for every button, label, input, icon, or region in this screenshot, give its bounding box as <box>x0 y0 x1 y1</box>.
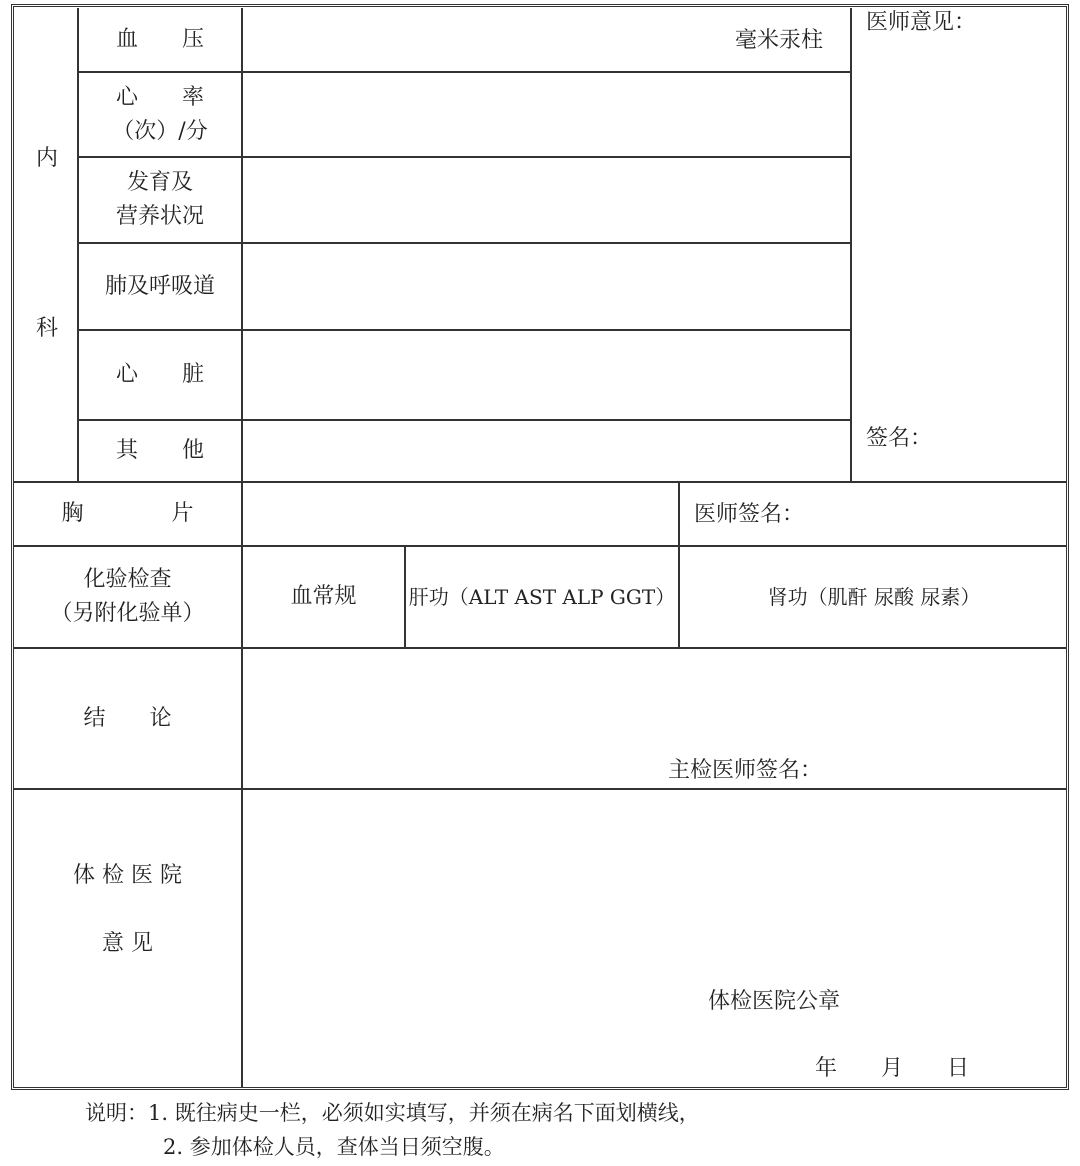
hospital-opinion-label: 体 检 医 院 意 见 <box>73 863 182 956</box>
doctor-opinion-label: 医师意见： <box>866 10 977 35</box>
note-line: 2. 参加体检人员，查体当日须空腹。 <box>163 1135 505 1159</box>
section-label: 内 <box>36 146 59 171</box>
chief-doctor-signature-label: 主检医师签名： <box>668 758 823 783</box>
conclusion-label: 结 论 <box>83 705 172 731</box>
row-label-lungs: 肺及呼吸道 <box>104 273 215 299</box>
section-label: 科 <box>36 316 59 341</box>
lab-item-liver: 肝功（ALT AST ALP GGT） <box>408 585 676 609</box>
date-label: 年 月 日 <box>815 1056 970 1081</box>
lab-item-kidney: 肾功（肌酐 尿酸 尿素） <box>767 585 981 609</box>
note-line: 说明：1. 既往病史一栏，必须如实填写，并须在病名下面划横线， <box>85 1101 700 1125</box>
row-label-development: 发育及 营养状况 <box>115 170 204 229</box>
chest-xray-label: 胸 片 <box>61 501 194 526</box>
unit-label: 毫米汞柱 <box>735 28 824 53</box>
row-label-heart-rate: 心 率 （次）/分 <box>112 84 208 144</box>
row-label-heart: 心 脏 <box>115 362 204 387</box>
row-label-other: 其 他 <box>115 438 204 463</box>
divider <box>850 8 852 482</box>
signature-label: 签名： <box>866 426 933 451</box>
hospital-seal-label: 体检医院公章 <box>708 989 841 1014</box>
row-label-blood-pressure: 血 压 <box>115 26 204 52</box>
doctor-signature-label: 医师签名： <box>694 502 805 527</box>
lab-label: 化验检查 （另附化验单） <box>50 567 205 626</box>
lab-item-blood: 血常规 <box>290 584 357 609</box>
